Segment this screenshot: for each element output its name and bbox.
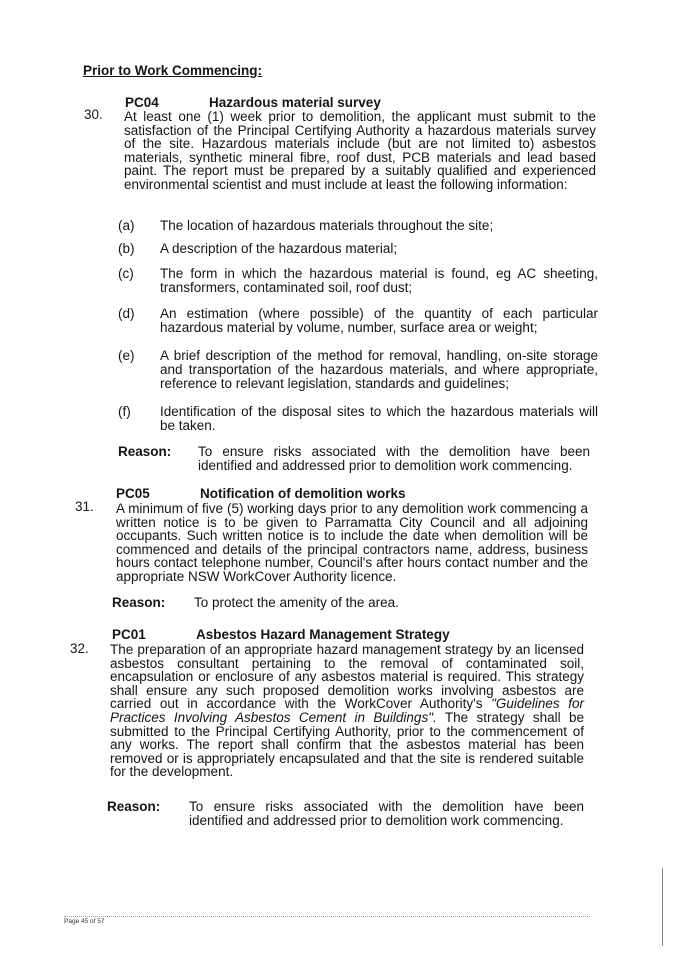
condition-code: PC05 [116, 486, 150, 501]
item-text: An estimation (where possible) of the quantity of each particular hazardous material by volume, number, surface area or weight; [160, 306, 598, 335]
condition-title: Notification of demolition works [200, 486, 406, 501]
scan-edge-line [662, 868, 663, 946]
condition-code: PC01 [112, 627, 146, 642]
item-label: (d) [118, 306, 135, 321]
footer-divider [64, 916, 590, 917]
item-text: A description of the hazardous material; [160, 241, 398, 256]
item-text: A brief description of the method for removal, handling, on-site storage and transportation of the hazardous materials, and where appropriate, reference to relevant legislation, standards and guidelines; [160, 348, 598, 391]
guideline-title: "Guidelines for Practices Involving Asbestos Cement in Buildings". [110, 696, 585, 725]
condition-number: 30. [84, 107, 103, 122]
reason-label: Reason: [112, 595, 166, 610]
reason-text: To protect the amenity of the area. [194, 595, 399, 610]
condition-30-body: At least one (1) week prior to demolition, the applicant must submit to the satisfaction of the Principal Certifying Authority a hazardous materials survey of the site. Hazardous materials include (but are not limited to) asbestos materials, synthetic mineral fibre, roof dust, PCB materials and lead based paint. The report must be prepared by a suitably qualified and experienced environmental scientist and must include at least the following information: [124, 109, 596, 192]
section-heading: Prior to Work Commencing: [83, 63, 263, 78]
condition-number: 31. [75, 499, 94, 514]
item-label: (a) [118, 218, 135, 233]
condition-title: Asbestos Hazard Management Strategy [196, 627, 450, 642]
item-label: (e) [118, 348, 135, 363]
condition-32-body [110, 643, 584, 779]
condition-code: PC04 [125, 95, 159, 110]
item-text: Identification of the disposal sites to which the hazardous materials will be taken. [160, 404, 598, 433]
condition-number: 32. [70, 641, 89, 656]
item-text: The form in which the hazardous material is found, eg AC sheeting, transformers, contaminated soil, roof dust; [160, 266, 598, 295]
condition-31-header [116, 486, 406, 501]
reason-label: Reason: [107, 799, 161, 814]
body-text: The preparation of an appropriate hazard management strategy by an licensed asbestos consultant pertaining to the removal of contaminated soil, encapsulation or enclosure of any asbestos material is required. This strategy shall ensure any such proposed demolition works involving asbestos are carried out in accordance with the WorkCover Authority's [110, 642, 584, 712]
item-text: The location of hazardous materials throughout the site; [160, 218, 494, 233]
condition-title: Hazardous material survey [209, 95, 381, 110]
body-text: The strategy shall be submitted to the Principal Certifying Authority, prior to the commencement of any works. The report shall confirm that the asbestos material has been removed or is appropriately encapsulated and that the site is rendered suitable for the development. [110, 709, 584, 780]
condition-30-header [125, 95, 381, 110]
reason-label: Reason: [118, 444, 172, 459]
condition-31-body: A minimum of five (5) working days prior to any demolition work commencing a written notice is to be given to Parramatta City Council and all adjoining occupants. Such written notice is to include the date when demolition will be commenced and details of the principal contractors name, address, business hours contact telephone number, Council's after hours contact number and the appropriate NSW WorkCover Authority licence. [116, 501, 588, 584]
reason-text: To ensure risks associated with the demolition have been identified and addressed prior to demolition work commencing. [189, 799, 584, 828]
reason-text: To ensure risks associated with the demolition have been identified and addressed prior to demolition work commencing. [198, 444, 590, 473]
condition-32-header [112, 627, 450, 642]
page-number: Page 45 of 57 [64, 918, 105, 925]
item-label: (c) [118, 266, 134, 281]
item-label: (b) [118, 241, 135, 256]
item-label: (f) [118, 404, 131, 419]
